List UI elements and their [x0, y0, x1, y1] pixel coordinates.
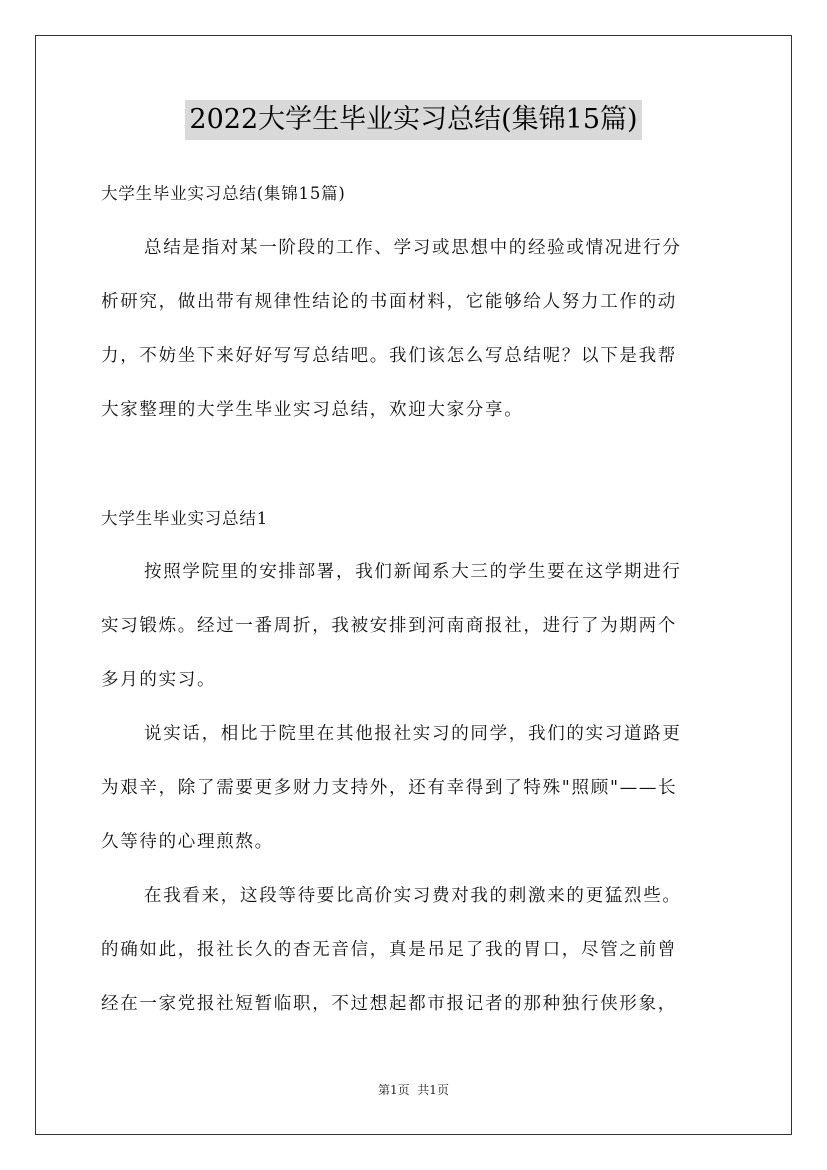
title-container [0, 100, 827, 140]
para1-line-1: 按照学院里的安排部署，我们新闻系大三的学生要在这学期进行 [144, 562, 682, 582]
intro-line-2: 析研究，做出带有规律性结论的书面材料，它能够给人努力工作的动 [101, 292, 677, 312]
document-subtitle: 大学生毕业实习总结(集锦15篇) [101, 184, 346, 203]
para2-line-1: 说实话，相比于院里在其他报社实习的同学，我们的实习道路更 [144, 724, 682, 744]
intro-line-1: 总结是指对某一阶段的工作、学习或思想中的经验或情况进行分 [144, 238, 682, 258]
intro-line-3: 力，不妨坐下来好好写写总结吧。我们该怎么写总结呢？以下是我帮 [101, 346, 677, 366]
para2-line-3: 久等待的心理煎熬。 [101, 832, 274, 852]
para1-line-2: 实习锻炼。经过一番周折，我被安排到河南商报社，进行了为期两个 [101, 616, 677, 636]
para3-line-3: 经在一家党报社短暂临职，不过想起都市报记者的那种独行侠形象， [101, 994, 677, 1014]
para3-line-2: 的确如此，报社长久的杳无音信，真是吊足了我的胃口，尽管之前曾 [101, 940, 677, 960]
intro-line-4: 大家整理的大学生毕业实习总结，欢迎大家分享。 [101, 400, 524, 420]
page-footer [0, 1082, 827, 1098]
para1-line-3: 多月的实习。 [101, 670, 217, 690]
para3-line-1: 在我看来，这段等待要比高价实习费对我的刺激来的更猛烈些。 [144, 886, 682, 906]
section-heading: 大学生毕业实习总结1 [101, 509, 268, 528]
para2-line-2: 为艰辛，除了需要更多财力支持外，还有幸得到了特殊"照顾"——长 [101, 778, 678, 798]
document-title: 2022大学生毕业实习总结(集锦15篇) [185, 100, 641, 140]
page-number: 第1页 共1页 [378, 1083, 449, 1097]
